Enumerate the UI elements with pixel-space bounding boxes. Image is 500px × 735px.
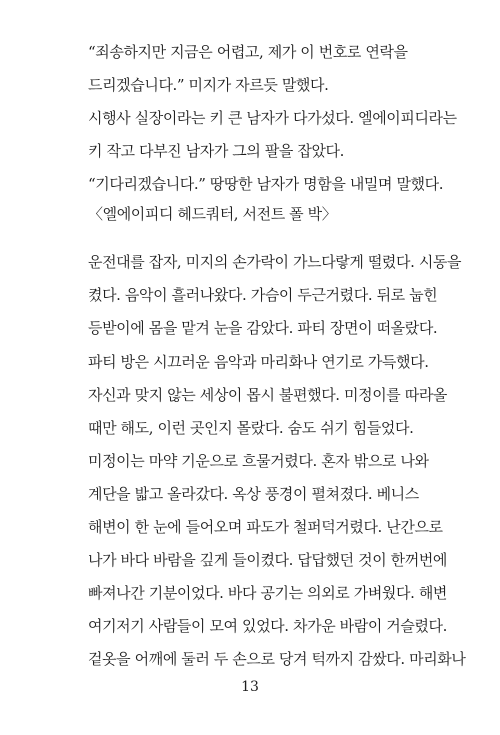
text-line: 〈엘에이피디 헤드쿼터, 서전트 폴 박〉 <box>88 205 337 223</box>
text-line: 시행사 실장이라는 키 큰 남자가 다가섰다. 엘에이피디라는 <box>88 109 457 127</box>
text-line: 계단을 밟고 올라갔다. 옥상 풍경이 펼쳐졌다. 베니스 <box>88 485 419 503</box>
text-line: “기다리겠습니다.” 땅땅한 남자가 명함을 내밀며 말했다. <box>88 175 444 193</box>
text-line: 해변이 한 눈에 들어오며 파도가 철퍼덕거렸다. 난간으로 <box>88 518 443 536</box>
text-line: 미정이는 마약 기운으로 흐물거렸다. 혼자 밖으로 나와 <box>88 452 429 470</box>
text-line: 키 작고 다부진 남자가 그의 팔을 잡았다. <box>88 142 345 160</box>
text-line: 빠져나간 기분이었다. 바다 공기는 의외로 가벼웠다. 해변 <box>88 584 448 602</box>
paragraph-party <box>88 346 478 676</box>
text-line: 나가 바다 바람을 깊게 들이켰다. 답답했던 것이 한꺼번에 <box>88 551 448 569</box>
text-line: 켰다. 음악이 흘러나왔다. 가슴이 두근거렸다. 뒤로 눕힌 <box>88 286 438 304</box>
text-line: “죄송하지만 지금은 어렵고, 제가 이 번호로 연락을 <box>88 43 408 61</box>
paragraph-driving <box>88 246 478 345</box>
text-line: 자신과 맞지 않는 세상이 몹시 불편했다. 미정이를 따라올 <box>88 386 448 404</box>
business-card-text <box>88 198 478 231</box>
text-line: 겉옷을 어깨에 둘러 두 손으로 당겨 턱까지 감쌌다. 마리화나 <box>88 650 466 668</box>
text-line: 때만 해도, 이런 곳인지 몰랐다. 숨도 쉬기 힘들었다. <box>88 419 414 437</box>
text-line: 파티 방은 시끄러운 음악과 마리화나 연기로 가득했다. <box>88 353 429 371</box>
page-number: 13 <box>241 679 259 695</box>
text-line: 여기저기 사람들이 모여 있었다. 차가운 바람이 거슬렸다. <box>88 617 448 635</box>
paragraph-dialogue <box>88 36 478 201</box>
text-line: 운전대를 잡자, 미지의 손가락이 가느다랗게 떨렸다. 시동을 <box>88 253 462 271</box>
text-line: 등받이에 몸을 맡겨 눈을 감았다. 파티 장면이 떠올랐다. <box>88 319 438 337</box>
text-line: 드리겠습니다.” 미지가 자르듯 말했다. <box>88 76 329 94</box>
